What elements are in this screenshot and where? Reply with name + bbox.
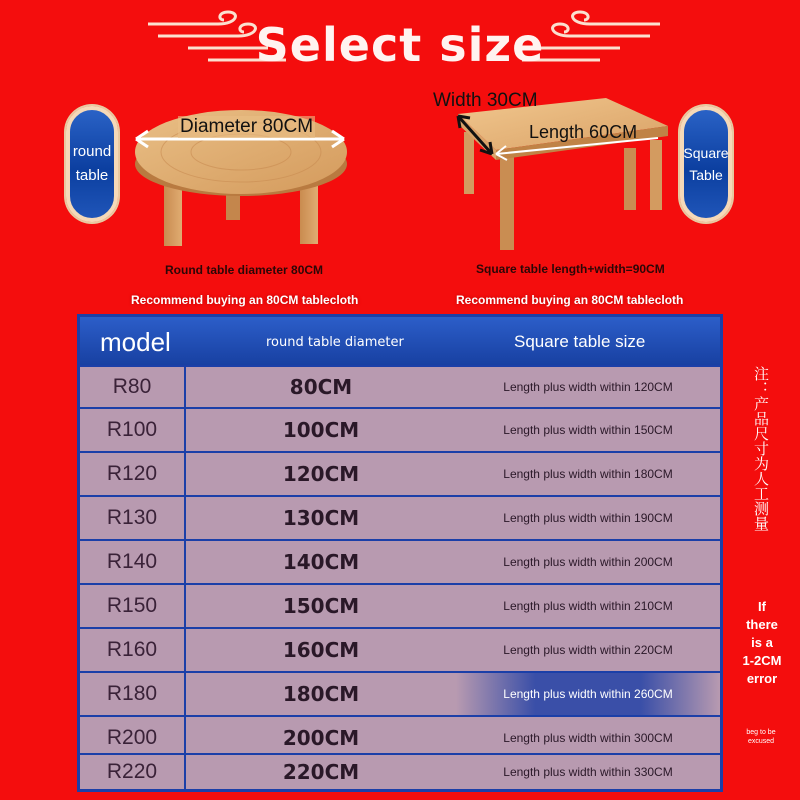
row-square-size: Length plus width within 300CM xyxy=(503,731,673,745)
row-model: R100 xyxy=(80,409,186,451)
row-model: R130 xyxy=(80,497,186,539)
square-length-label: Length 60CM xyxy=(529,122,638,142)
error-note xyxy=(738,598,786,688)
row-diameter: 140CM xyxy=(282,550,360,574)
error-line: If xyxy=(758,599,766,614)
table-row xyxy=(80,583,720,627)
excuse-line: excused xyxy=(747,738,775,745)
row-diameter: 80CM xyxy=(289,375,353,399)
row-model: R200 xyxy=(80,717,186,759)
measurement-note: 注：产品尺寸为人工测量 xyxy=(752,366,770,531)
table-row xyxy=(80,671,720,715)
square-caption: Square table length+width=90CM xyxy=(476,262,665,276)
header-model: model xyxy=(100,326,171,357)
header-round-diameter: round table diameter xyxy=(266,334,404,350)
round-table-badge xyxy=(66,106,118,222)
square-table-badge xyxy=(680,106,732,222)
table-row xyxy=(80,451,720,495)
row-diameter: 130CM xyxy=(282,506,360,530)
header-square-size: Square table size xyxy=(514,332,646,351)
excuse-line: beg to be xyxy=(746,729,776,736)
row-model: R160 xyxy=(80,629,186,671)
row-diameter: 220CM xyxy=(282,760,360,784)
row-model: R80 xyxy=(80,367,186,407)
square-badge-line-1: Square xyxy=(683,145,729,161)
row-diameter: 120CM xyxy=(282,462,360,486)
row-square-size: Length plus width within 190CM xyxy=(503,511,673,525)
table-row xyxy=(80,407,720,451)
row-diameter: 160CM xyxy=(282,638,360,662)
round-badge-line-2: table xyxy=(75,167,109,184)
row-diameter: 180CM xyxy=(282,682,360,706)
excuse-note xyxy=(738,728,784,746)
row-model: R180 xyxy=(80,673,186,715)
row-square-size: Length plus width within 180CM xyxy=(503,467,673,481)
row-model: R140 xyxy=(80,541,186,583)
table-row xyxy=(80,753,720,789)
row-model: R150 xyxy=(80,585,186,627)
row-square-size: Length plus width within 260CM xyxy=(456,673,720,715)
square-width-label: Width 30CM xyxy=(433,90,538,111)
size-table xyxy=(77,314,723,792)
row-square-size: Length plus width within 330CM xyxy=(503,765,673,779)
table-row xyxy=(80,539,720,583)
error-line: 1-2CM xyxy=(742,653,782,668)
table-row xyxy=(80,495,720,539)
round-diameter-label: Diameter 80CM xyxy=(180,116,314,137)
round-recommend-text: Recommend buying an 80CM tablecloth xyxy=(131,293,359,307)
row-model: R220 xyxy=(80,755,186,789)
round-table-image xyxy=(128,80,358,250)
square-badge-line-2: Table xyxy=(689,167,723,183)
row-square-size: Length plus width within 210CM xyxy=(503,599,673,613)
row-model: R120 xyxy=(80,453,186,495)
row-square-size: Length plus width within 120CM xyxy=(503,380,673,394)
table-header xyxy=(80,317,720,367)
square-recommend-text: Recommend buying an 80CM tablecloth xyxy=(456,293,684,307)
row-square-size: Length plus width within 150CM xyxy=(503,423,673,437)
error-line: there xyxy=(746,617,778,632)
table-row xyxy=(80,627,720,671)
table-row xyxy=(80,365,720,407)
error-line: is a xyxy=(751,635,773,650)
row-diameter: 200CM xyxy=(282,726,360,750)
page-title: Select size xyxy=(255,18,545,72)
row-diameter: 100CM xyxy=(282,418,360,442)
round-badge-line-1: round xyxy=(72,143,112,160)
round-caption: Round table diameter 80CM xyxy=(165,263,324,277)
row-diameter: 150CM xyxy=(282,594,360,618)
row-square-size: Length plus width within 220CM xyxy=(503,643,673,657)
row-square-size: Length plus width within 200CM xyxy=(503,555,673,569)
error-line: error xyxy=(746,671,778,686)
